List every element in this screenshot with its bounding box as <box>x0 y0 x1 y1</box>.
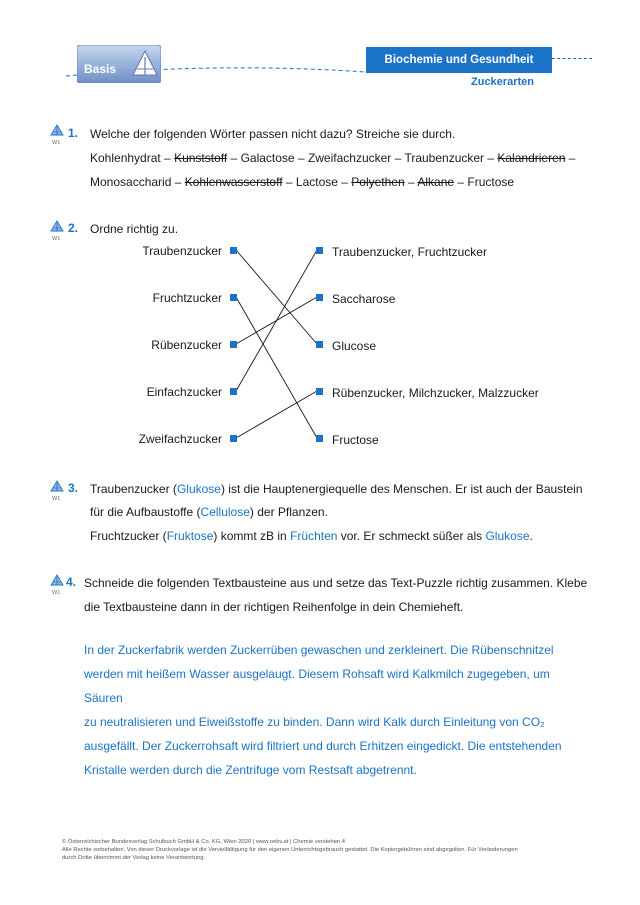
text-segment: – <box>227 151 241 165</box>
task-number: 4. <box>66 575 77 589</box>
text-segment: – <box>171 175 185 189</box>
match-left-item: Fruchtzucker <box>152 291 222 305</box>
text-segment: . <box>529 529 533 543</box>
word-list-line-1 <box>90 150 575 166</box>
word-list-line-2 <box>90 174 514 190</box>
task-instruction: Welche der folgenden Wörter passen nicht dazu? Streiche sie durch. <box>90 127 456 141</box>
task-instruction-line-1: Schneide die folgenden Textbausteine aus und setze das Text-Puzzle richtig zusammen. Klebe <box>84 576 588 590</box>
match-left-anchor[interactable] <box>230 247 237 254</box>
text-segment: – <box>160 151 175 165</box>
match-left-item: Rübenzucker <box>151 338 222 352</box>
compass-triangle-icon <box>50 124 64 136</box>
text-segment: vor. Er schmeckt süßer als <box>337 529 486 543</box>
task-number: 3. <box>68 481 79 495</box>
task-instruction-line-2: die Textbausteine dann in der richtigen Reihenfolge in dein Chemieheft. <box>84 600 464 614</box>
match-right-anchor[interactable] <box>316 341 323 348</box>
text-segment: Kohlenhydrat <box>90 151 161 165</box>
match-right-anchor[interactable] <box>316 294 323 301</box>
struck-word: Polyethen <box>351 175 405 189</box>
topic-bar: Biochemie und Gesundheit <box>366 47 552 73</box>
answer-line: zu neutralisieren und Eiweißstoffe zu binden. Dann wird Kalk durch Einleitung von CO₂ <box>84 715 545 729</box>
cloze-line-1 <box>90 481 583 497</box>
text-segment: – <box>282 175 296 189</box>
text-segment: Traubenzucker ( <box>90 482 177 496</box>
match-connector <box>236 250 317 391</box>
match-left-anchor[interactable] <box>230 294 237 301</box>
text-segment: – <box>454 175 468 189</box>
text-segment: Traubenzucker <box>404 151 485 165</box>
answer-word: Früchten <box>290 529 338 543</box>
copyright-line: © Österreichischer Bundesverlag Schulbuch GmbH & Co. KG, Wien 2020 | www.oebv.at | Chemie verstehen 4 <box>62 839 345 845</box>
match-connector <box>236 250 317 344</box>
cloze-line-2 <box>90 504 328 520</box>
compass-triangle-icon <box>50 574 64 586</box>
match-connector <box>236 297 317 344</box>
answer-word: Cellulose <box>200 505 250 519</box>
answer-line: Kristalle werden durch die Zentrifuge vom Restsaft abgetrennt. <box>84 763 417 777</box>
text-segment: Fructose <box>467 175 515 189</box>
compass-triangle-icon <box>50 220 64 232</box>
text-segment: – <box>484 151 498 165</box>
text-segment: Monosaccharid <box>90 175 172 189</box>
text-segment: Fruchtzucker ( <box>90 529 167 543</box>
match-right-item: Rübenzucker, Milchzucker, Malzzucker <box>332 386 539 400</box>
struck-word: Kunststoff <box>174 151 228 165</box>
topic-dash <box>552 58 592 63</box>
text-segment: Galactose <box>240 151 295 165</box>
text-segment: – <box>565 151 576 165</box>
task-level: W1 <box>52 496 61 502</box>
task-number: 1. <box>68 126 79 140</box>
task-instruction: Ordne richtig zu. <box>90 222 179 236</box>
task-level: W1 <box>52 140 61 146</box>
basis-label: Basis <box>84 62 117 76</box>
text-segment: für die Aufbaustoffe ( <box>90 505 201 519</box>
match-left-item: Zweifachzucker <box>138 432 222 446</box>
text-segment: ) kommt zB in <box>213 529 291 543</box>
match-left-item: Einfachzucker <box>146 385 222 399</box>
footer <box>62 838 582 862</box>
match-connector <box>236 391 317 438</box>
match-connector <box>236 297 317 438</box>
match-right-item: Glucose <box>332 339 377 353</box>
match-right-item: Traubenzucker, Fruchtzucker <box>332 245 487 259</box>
text-segment: ) der Pflanzen. <box>249 505 328 519</box>
subtopic: Zuckerarten <box>471 76 534 88</box>
text-segment: – <box>337 175 352 189</box>
match-right-anchor[interactable] <box>316 247 323 254</box>
answer-word: Glukose <box>485 529 530 543</box>
answer-line: werden mit heißem Wasser ausgelaugt. Diesem Rohsaft wird Kalkmilch zugegeben, um Säuren <box>84 667 550 705</box>
text-segment: Zweifachzucker <box>307 151 392 165</box>
answer-word: Fruktose <box>166 529 214 543</box>
struck-word: Alkane <box>417 175 455 189</box>
compass-triangle-icon <box>50 480 64 492</box>
task-level: W1 <box>52 236 61 242</box>
text-segment: – <box>294 151 308 165</box>
text-segment: Lactose <box>295 175 338 189</box>
text-segment: – <box>391 151 405 165</box>
task-level: W1 <box>52 590 61 596</box>
match-left-anchor[interactable] <box>230 341 237 348</box>
text-segment: – <box>404 175 418 189</box>
match-left-anchor[interactable] <box>230 435 237 442</box>
answer-paragraph <box>84 638 584 782</box>
rights-line: Alle Rechte vorbehalten. Von dieser Druckvorlage ist die Vervielfältigung für den eigenen Unterrichtsgebrauch gestattet. Die Kopiergebühren sind abgegolten. Für Veränderungen <box>62 847 518 853</box>
match-left-item: Traubenzucker <box>142 244 222 258</box>
cloze-line-3 <box>90 528 533 544</box>
rights-line-2: durch Dritte übernimmt der Verlag keine Verantwortung. <box>62 855 206 861</box>
match-right-item: Saccharose <box>332 292 396 306</box>
struck-word: Kalandrieren <box>497 151 566 165</box>
task-number: 2. <box>68 221 79 235</box>
answer-line: In der Zuckerfabrik werden Zuckerrüben gewaschen und zerkleinert. Die Rübenschnitzel <box>84 643 554 657</box>
answer-word: Glukose <box>176 482 221 496</box>
match-left-anchor[interactable] <box>230 388 237 395</box>
answer-line: ausgefällt. Der Zuckerrohsaft wird filtriert und durch Erhitzen eingedickt. Die entstehenden <box>84 739 562 753</box>
struck-word: Kohlenwasserstoff <box>184 175 283 189</box>
text-segment: ) ist die Hauptenergiequelle des Menschen. Er ist auch der Baustein <box>220 482 583 496</box>
match-right-anchor[interactable] <box>316 435 323 442</box>
match-right-item: Fructose <box>332 433 379 447</box>
match-right-anchor[interactable] <box>316 388 323 395</box>
